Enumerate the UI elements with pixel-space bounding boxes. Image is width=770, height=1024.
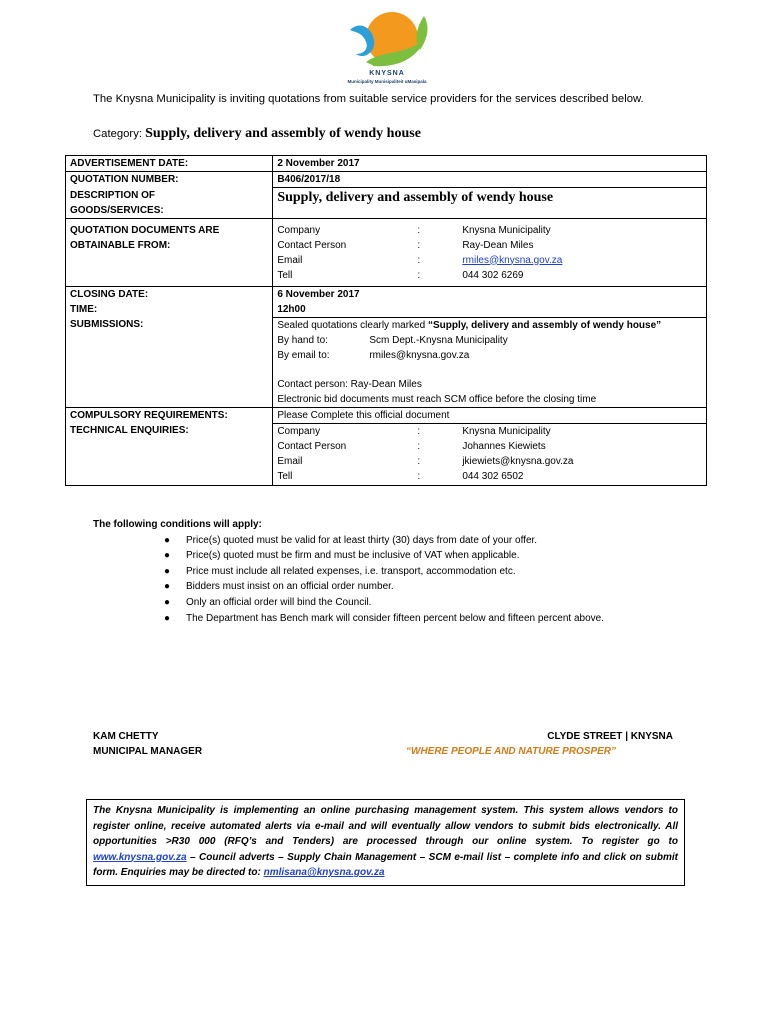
address-text: CLYDE STREET | KNYSNA: [547, 731, 673, 742]
table-row: [66, 218, 707, 286]
documents-key: Tell: [277, 269, 293, 281]
description-label-line2: GOODS/SERVICES:: [70, 204, 164, 216]
spacer: [277, 363, 702, 377]
conditions-heading: The following conditions will apply:: [93, 519, 262, 530]
documents-value: Knysna Municipality: [462, 224, 551, 236]
website-link[interactable]: www.knysna.gov.za: [93, 851, 187, 863]
documents-key: Email: [277, 254, 303, 266]
submissions-electronic: Electronic bid documents must reach SCM office before the closing time: [277, 393, 597, 405]
technical-value: jkiewiets@knysna.gov.za: [462, 455, 574, 467]
list-item: [93, 564, 683, 580]
intro-paragraph: The Knysna Municipality is inviting quotations from suitable service providers for the services described below.: [93, 93, 644, 105]
bullet-icon: ●: [164, 581, 171, 593]
technical-key: Company: [277, 425, 321, 437]
by-hand-label: By hand to:: [277, 334, 328, 346]
technical-sep: :: [417, 440, 421, 452]
documents-sep: :: [417, 269, 421, 281]
category-value: Supply, delivery and assembly of wendy house: [145, 126, 421, 141]
quotation-number-value: B406/2017/18: [273, 172, 707, 188]
bullet-icon: ●: [164, 596, 171, 608]
documents-label-line2: OBTAINABLE FROM:: [70, 239, 171, 251]
submissions-cell: [273, 317, 707, 407]
documents-row: [277, 223, 702, 238]
conditions-section: [93, 517, 683, 626]
table-row: [66, 407, 707, 423]
online-system-notice: [86, 799, 685, 886]
condition-text: Price(s) quoted must be valid for at least thirty (30) days from date of your offer.: [186, 534, 538, 546]
documents-sep: :: [417, 224, 421, 236]
by-email-label: By email to:: [277, 349, 330, 361]
by-hand-row: [277, 333, 702, 348]
documents-sep: :: [417, 254, 421, 266]
technical-sep: :: [417, 455, 421, 467]
technical-row: [277, 439, 702, 454]
documents-value: 044 302 6269: [462, 269, 524, 281]
advertisement-date-value: 2 November 2017: [273, 156, 707, 172]
table-row: [66, 188, 707, 219]
technical-sep: :: [417, 425, 421, 437]
list-item: [93, 595, 683, 611]
slogan-text: “WHERE PEOPLE AND NATURE PROSPER”: [406, 746, 617, 757]
technical-value: 044 302 6502: [462, 470, 524, 482]
condition-text: Price must include all related expenses, i.e. transport, accommodation etc.: [186, 565, 516, 577]
documents-row: [277, 268, 702, 283]
category-label: Category:: [93, 128, 142, 140]
compulsory-label: COMPULSORY REQUIREMENTS:: [66, 407, 273, 423]
technical-key: Tell: [277, 470, 293, 482]
description-label-line1: DESCRIPTION OF: [70, 189, 156, 201]
knysna-logo: [332, 10, 442, 86]
closing-date-value: 6 November 2017: [277, 288, 360, 300]
list-item: [93, 548, 683, 564]
table-row: [66, 172, 707, 188]
submissions-text: [277, 318, 702, 333]
submissions-label: SUBMISSIONS:: [66, 317, 273, 407]
quotation-number-label: QUOTATION NUMBER:: [66, 172, 273, 188]
technical-row: [277, 424, 702, 439]
submissions-contact: Contact person: Ray-Dean Miles: [277, 378, 422, 390]
condition-text: Price(s) quoted must be firm and must be inclusive of VAT when applicable.: [186, 550, 520, 562]
bullet-icon: ●: [164, 534, 171, 546]
technical-row: [277, 469, 702, 484]
technical-label: TECHNICAL ENQUIRIES:: [66, 423, 273, 485]
documents-email-link[interactable]: rmiles@knysna.gov.za: [462, 254, 563, 266]
list-item: [93, 533, 683, 549]
description-value: Supply, delivery and assembly of wendy house: [277, 190, 554, 205]
closing-value: [273, 286, 707, 317]
bullet-icon: ●: [164, 550, 171, 562]
by-email-row: [277, 348, 702, 363]
condition-text: Bidders must insist on an official order number.: [186, 581, 394, 593]
enquiries-email-link[interactable]: nmlisana@knysna.gov.za: [263, 867, 385, 878]
technical-row: [277, 454, 702, 469]
technical-cell: [273, 423, 707, 485]
condition-text: Only an official order will bind the Council.: [186, 596, 372, 608]
knysna-emblem-icon: [346, 10, 430, 70]
bullet-icon: ●: [164, 612, 171, 624]
notice-text-part1: The Knysna Municipality is implementing an online purchasing management system. This system allows vendors to register online, receive automated alerts via e-mail and will eventually allow vendors to submit bids electronically. All opportunities >R30 000 (RFQ’s and Tenders) are processed through our online system. To register go to: [93, 805, 678, 847]
category-line: [93, 126, 421, 142]
closing-time-value: 12h00: [277, 303, 306, 315]
address-block: [380, 729, 673, 759]
by-hand-value: Scm Dept.-Knysna Municipality: [369, 334, 508, 346]
documents-label: [66, 218, 273, 286]
closing-date-label: CLOSING DATE:: [70, 288, 149, 300]
closing-label: [66, 286, 273, 317]
conditions-list: [93, 533, 683, 627]
table-row: [66, 286, 707, 317]
signature-block: [93, 729, 202, 759]
table-row: [66, 317, 707, 407]
technical-value: Johannes Kiewiets: [462, 440, 546, 452]
documents-row: [277, 238, 702, 253]
technical-key: Email: [277, 455, 303, 467]
logo-tagline: Municipality Munisipaliteit uMasipala: [347, 79, 427, 84]
logo-brand-text: KNYSNA: [369, 70, 405, 77]
description-value-cell: [273, 188, 707, 219]
documents-row: [277, 253, 702, 268]
notice-text-part2: – Council adverts – Supply Chain Management – SCM e-mail list – complete info and click on submit form. Enquiries may be directed to:: [93, 851, 678, 878]
technical-key: Contact Person: [277, 440, 347, 452]
technical-value: Knysna Municipality: [462, 425, 551, 437]
compulsory-value: Please Complete this official document: [273, 407, 707, 423]
condition-text: The Department has Bench mark will consider fifteen percent below and fifteen percent above.: [186, 612, 605, 624]
documents-key: Company: [277, 224, 321, 236]
description-label: [66, 188, 273, 219]
closing-time-label: TIME:: [70, 303, 98, 315]
signatory-title: MUNICIPAL MANAGER: [93, 746, 203, 757]
submissions-marked-title: “Supply, delivery and assembly of wendy house”: [427, 319, 662, 331]
list-item: [93, 611, 683, 627]
table-row: [66, 423, 707, 485]
signatory-name: KAM CHETTY: [93, 731, 159, 742]
list-item: [93, 579, 683, 595]
bullet-icon: ●: [164, 565, 171, 577]
documents-contact-cell: [273, 218, 707, 286]
advertisement-date-label: ADVERTISEMENT DATE:: [66, 156, 273, 172]
quotation-info-table: [65, 155, 707, 486]
documents-key: Contact Person: [277, 239, 347, 251]
technical-sep: :: [417, 470, 421, 482]
documents-sep: :: [417, 239, 421, 251]
documents-label-line1: QUOTATION DOCUMENTS ARE: [70, 224, 220, 236]
documents-value: Ray-Dean Miles: [462, 239, 534, 251]
by-email-value: rmiles@knysna.gov.za: [369, 349, 470, 361]
submissions-prefix: Sealed quotations clearly marked: [277, 319, 428, 331]
table-row: [66, 156, 707, 172]
